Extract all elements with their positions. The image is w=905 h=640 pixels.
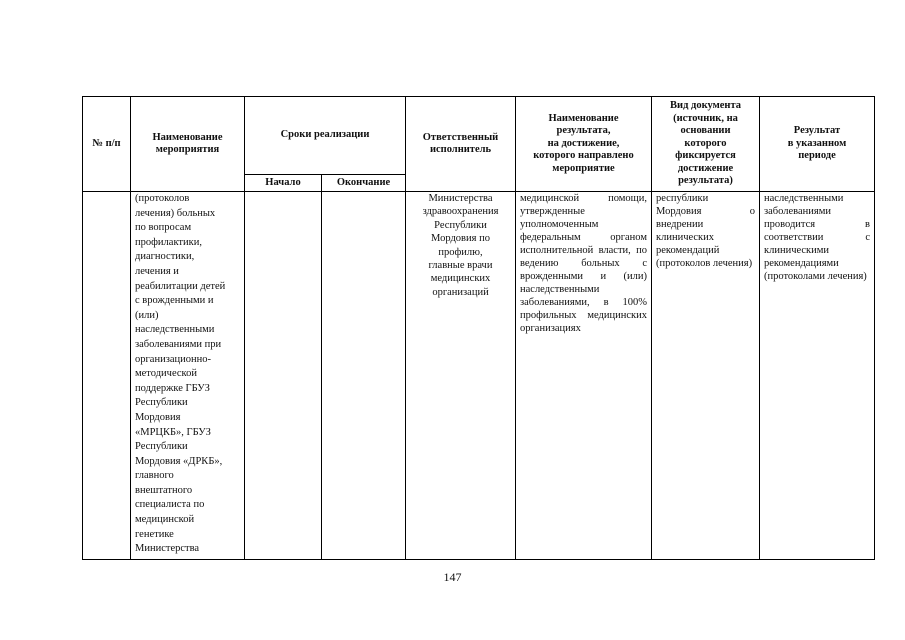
text-line: специалиста по — [135, 499, 205, 511]
text-line: достижение — [677, 162, 734, 174]
text-line: генетике — [135, 528, 174, 540]
page-number: 147 — [443, 570, 462, 584]
text-line: реабилитации детей — [135, 280, 226, 292]
header-start: Начало — [245, 175, 322, 192]
text-line: Результат — [793, 125, 841, 137]
header-event-name — [131, 97, 245, 192]
text-line: Мордовия по — [431, 233, 490, 245]
text-line: главного — [135, 470, 174, 482]
cell-executor — [406, 192, 516, 560]
header-result-name — [516, 97, 652, 192]
text-line: которого направлено — [533, 150, 634, 162]
text-line: внештатного — [135, 484, 193, 496]
table-row — [83, 192, 875, 560]
cell-num — [83, 192, 131, 560]
text-line: диагностики, — [135, 251, 195, 263]
text-line: которого — [684, 137, 727, 149]
cell-result: наследственными заболеваниями проводится в соответствии с клиническими рекомендациями (протоколами лечения) — [760, 192, 875, 560]
text-line: Наименование — [152, 131, 223, 143]
text-line: с врожденными и — [135, 295, 214, 307]
text-line: поддержке ГБУЗ — [135, 382, 210, 394]
text-line: мероприятия — [155, 144, 220, 155]
header-doc-type — [652, 97, 760, 192]
text-line: фиксируется — [675, 150, 736, 162]
text-line: на достижение, — [547, 137, 620, 149]
text-line: Министерства — [135, 543, 200, 555]
text-line: результата) — [678, 175, 733, 187]
text-line: (источник, на — [673, 112, 738, 124]
text-line: (или) — [135, 309, 159, 321]
text-line: здравоохранения — [422, 206, 499, 218]
text-line: периоде — [798, 150, 836, 162]
text-line: в указанном — [787, 137, 847, 149]
cell-event-name — [131, 192, 245, 560]
text-line: Наименование — [548, 112, 619, 124]
header-executor — [406, 97, 516, 192]
header-end: Окончание — [322, 175, 406, 192]
header-terms: Сроки реализации — [245, 97, 406, 175]
text-line: профилактики, — [135, 236, 202, 248]
cell-doc-type: республики Мордовия о внедрении клинических рекомендаций (протоколов лечения) — [652, 192, 760, 560]
text-line: профилю, — [438, 246, 483, 258]
text-line: Министерства — [428, 193, 493, 204]
text-line: медицинской — [135, 514, 195, 526]
text-line: результата, — [556, 125, 611, 137]
text-line: методической — [135, 368, 197, 380]
text-line: лечения и — [135, 265, 179, 277]
text-line: Республики — [434, 219, 487, 231]
text-line: Мордовия «ДРКБ», — [135, 455, 223, 467]
cell-end — [322, 192, 406, 560]
text-line: организационно- — [135, 353, 211, 365]
measures-table — [82, 96, 875, 560]
text-line: Мордовия — [135, 411, 181, 423]
text-line: (протоколов — [135, 193, 190, 204]
text-line: мероприятие — [552, 162, 615, 174]
header-num: № п/п — [83, 97, 131, 192]
text-line: Республики — [135, 397, 188, 409]
text-line: Республики — [135, 441, 188, 453]
cell-result-name: медицинской помощи, утвержденные уполномоченным федеральным органом исполнительной власти, по ведению больных с врожденными и (или) наследственными заболеваниями, в 100% профильных медицинских организациях — [516, 192, 652, 560]
header-result — [760, 97, 875, 192]
text-line: организаций — [432, 286, 489, 298]
text-line: медицинских — [430, 273, 491, 285]
text-line: наследственными — [135, 324, 215, 336]
text-line: исполнитель — [429, 144, 492, 155]
text-line: главные врачи — [428, 260, 493, 272]
text-line: по вопросам — [135, 222, 192, 234]
text-line: заболеваниями при — [135, 338, 222, 350]
cell-start — [245, 192, 322, 560]
text-line: «МРЦКБ», ГБУЗ — [135, 426, 211, 438]
text-line: основании — [680, 125, 731, 137]
text-line: Вид документа — [670, 100, 741, 112]
text-line: лечения) больных — [135, 207, 216, 219]
text-line: Ответственный — [422, 131, 499, 143]
